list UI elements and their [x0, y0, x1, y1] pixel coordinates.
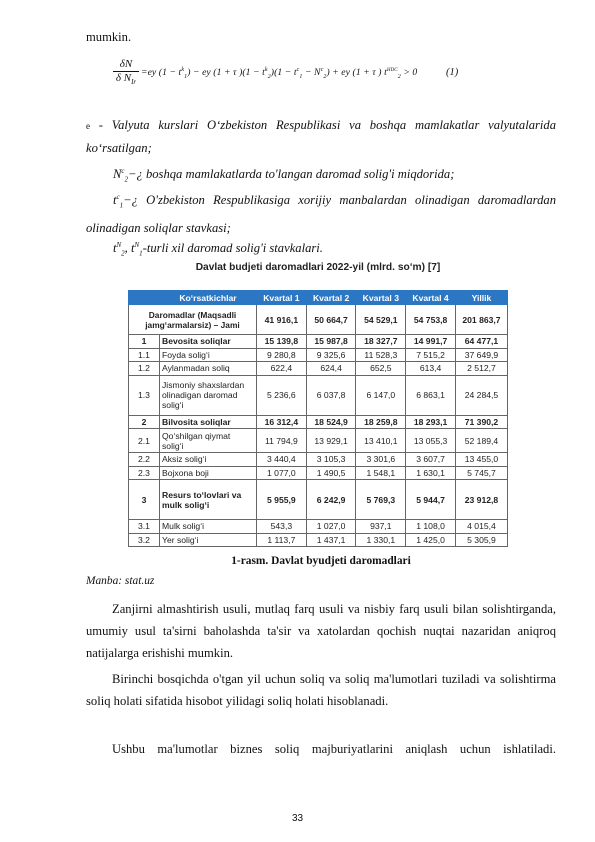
row-number: 1.1 — [129, 348, 160, 362]
total-q4: 54 753,8 — [406, 305, 456, 335]
row-value: 15 139,8 — [257, 335, 307, 349]
row-number: 2.3 — [129, 466, 160, 480]
row-number: 1.3 — [129, 375, 160, 415]
row-value: 13 455,0 — [455, 453, 507, 467]
row-value: 1 027,0 — [306, 520, 356, 534]
source-note: Manba: stat.uz — [86, 575, 155, 587]
row-value: 3 607,7 — [406, 453, 456, 467]
row-number: 2.1 — [129, 429, 160, 453]
header-indicator: Ko‘rsatkichlar — [160, 291, 257, 305]
table-header-row — [129, 291, 508, 305]
row-value: 1 630,1 — [406, 466, 456, 480]
row-value: 4 015,4 — [455, 520, 507, 534]
table-row — [129, 348, 508, 362]
definition-tn: $t^N_2$, $t^N_1$-turli xil daromad solig'i stavkalari. — [113, 241, 323, 258]
row-value: 2 512,7 — [455, 362, 507, 376]
row-value: 937,1 — [356, 520, 406, 534]
total-q3: 54 529,1 — [356, 305, 406, 335]
row-value: 5 944,7 — [406, 480, 456, 520]
row-label: Resurs to‘lovlari va mulk solig‘i — [160, 480, 257, 520]
total-q1: 41 916,1 — [257, 305, 307, 335]
header-num — [129, 291, 160, 305]
formula-fraction — [113, 58, 139, 86]
table-row — [129, 335, 508, 349]
header-q4: Kvartal 4 — [406, 291, 456, 305]
row-value: 6 242,9 — [306, 480, 356, 520]
budget-table — [128, 290, 508, 547]
table-row — [129, 533, 508, 547]
row-value: 5 955,9 — [257, 480, 307, 520]
row-label: Bojxona boji — [160, 466, 257, 480]
header-q2: Kvartal 2 — [306, 291, 356, 305]
table-row — [129, 362, 508, 376]
row-value: 23 912,8 — [455, 480, 507, 520]
page-number: 33 — [291, 813, 304, 824]
row-value: 1 548,1 — [356, 466, 406, 480]
row-label: Jismoniy shaxslardan olinadigan daromad solig‘i — [160, 375, 257, 415]
row-value: 71 390,2 — [455, 415, 507, 429]
row-label: Bilvosita soliqlar — [160, 415, 257, 429]
row-value: 11 528,3 — [356, 348, 406, 362]
formula — [113, 58, 473, 110]
row-value: 11 794,9 — [257, 429, 307, 453]
row-value: 1 108,0 — [406, 520, 456, 534]
definition-e: e - Valyuta kurslari O‘zbekiston Respublikasi va boshqa mamlakatlar valyutalarida ko‘rsatilgan; — [86, 118, 556, 155]
row-value: 3 105,3 — [306, 453, 356, 467]
row-number: 3.2 — [129, 533, 160, 547]
table-row — [129, 466, 508, 480]
row-value: 543,3 — [257, 520, 307, 534]
row-number: 2 — [129, 415, 160, 429]
row-value: 5 745,7 — [455, 466, 507, 480]
row-value: 652,5 — [356, 362, 406, 376]
total-q2: 50 664,7 — [306, 305, 356, 335]
row-number: 3 — [129, 480, 160, 520]
table-row — [129, 375, 508, 415]
definition-t: $t^c_1-¿$ O'zbekiston Respublikasiga xorijiy manbalardan olinadigan daromadlardan olinadigan soliqlar stavkasi; — [86, 193, 556, 235]
row-label: Foyda solig‘i — [160, 348, 257, 362]
row-value: 1 490,5 — [306, 466, 356, 480]
row-value: 7 515,2 — [406, 348, 456, 362]
total-label: Daromadlar (Maqsadli jamg‘armalarsiz) – Jami — [129, 305, 257, 335]
row-label: Mulk solig‘i — [160, 520, 257, 534]
paragraph-1: Zanjirni almashtirish usuli, mutlaq farq usuli va nisbiy farq usuli bilan solishtirganda, umumiy usul ta'sirni baholashda ta'sir va xatolardan qochish nuqtai nazaridan aniqroq natijalarga erishishi mumkin. — [86, 602, 556, 660]
row-value: 1 330,1 — [356, 533, 406, 547]
row-value: 9 280,8 — [257, 348, 307, 362]
row-label: Bevosita soliqlar — [160, 335, 257, 349]
row-value: 13 055,3 — [406, 429, 456, 453]
definition-n: $N^c_2-¿$ boshqa mamlakatlarda to'langan daromad solig'i miqdorida; — [113, 167, 455, 184]
row-number: 2.2 — [129, 453, 160, 467]
row-value: 5 769,3 — [356, 480, 406, 520]
row-value: 613,4 — [406, 362, 456, 376]
row-value: 6 147,0 — [356, 375, 406, 415]
table-row-total — [129, 305, 508, 335]
row-value: 3 440,4 — [257, 453, 307, 467]
table-row — [129, 520, 508, 534]
row-label: Aylanmadan soliq — [160, 362, 257, 376]
row-value: 52 189,4 — [455, 429, 507, 453]
row-value: 1 113,7 — [257, 533, 307, 547]
paragraph-3: Ushbu ma'lumotlar biznes soliq majburiyatlarini aniqlash uchun ishlatiladi. — [112, 742, 556, 756]
formula-numerator: δN — [113, 58, 139, 72]
row-value: 18 259,8 — [356, 415, 406, 429]
header-q1: Kvartal 1 — [257, 291, 307, 305]
row-value: 1 077,0 — [257, 466, 307, 480]
row-value: 13 929,1 — [306, 429, 356, 453]
row-label: Yer solig‘i — [160, 533, 257, 547]
row-value: 24 284,5 — [455, 375, 507, 415]
row-value: 64 477,1 — [455, 335, 507, 349]
total-yearly: 201 863,7 — [455, 305, 507, 335]
row-value: 13 410,1 — [356, 429, 406, 453]
table-row — [129, 453, 508, 467]
row-value: 6 037,8 — [306, 375, 356, 415]
table-row — [129, 429, 508, 453]
row-value: 37 649,9 — [455, 348, 507, 362]
row-value: 9 325,6 — [306, 348, 356, 362]
row-value: 14 991,7 — [406, 335, 456, 349]
row-number: 1.2 — [129, 362, 160, 376]
row-value: 3 301,6 — [356, 453, 406, 467]
row-value: 1 437,1 — [306, 533, 356, 547]
row-value: 622,4 — [257, 362, 307, 376]
row-label: Aksiz solig‘i — [160, 453, 257, 467]
paragraph-2: Birinchi bosqichda o'tgan yil uchun soliq va soliq ma'lumotlari tuziladi va solishtirma soliq holati sifatida hisobot yilidagi soliq holati hisoblanadi. — [86, 672, 556, 708]
row-value: 5 305,9 — [455, 533, 507, 547]
formula-body: =ey $(1 - t^k_1)$ − ey (1 + τ )$(1 - t^k_2)(1 - t^c_1 - N^c_2)$ + ey (1 + τ ) $t^{HDC}_2 > 0$ — [141, 67, 418, 81]
table-title: Davlat budjeti daromadlari 2022-yil (mlrd. so‘m) [7] — [195, 262, 441, 273]
formula-denominator: δ $N_{Ir}$ — [115, 72, 137, 87]
row-value: 624,4 — [306, 362, 356, 376]
row-value: 18 327,7 — [356, 335, 406, 349]
row-value: 5 236,6 — [257, 375, 307, 415]
row-value: 15 987,8 — [306, 335, 356, 349]
row-value: 18 293,1 — [406, 415, 456, 429]
header-yearly: Yillik — [455, 291, 507, 305]
table-row — [129, 415, 508, 429]
figure-caption: 1-rasm. Davlat byudjeti daromadlari — [231, 555, 411, 567]
row-number: 1 — [129, 335, 160, 349]
table-row — [129, 480, 508, 520]
row-value: 16 312,4 — [257, 415, 307, 429]
row-value: 1 425,0 — [406, 533, 456, 547]
formula-number: (1) — [446, 67, 459, 78]
intro-text: mumkin. — [86, 30, 132, 44]
header-q3: Kvartal 3 — [356, 291, 406, 305]
row-label: Qo‘shilgan qiymat solig‘i — [160, 429, 257, 453]
row-value: 6 863,1 — [406, 375, 456, 415]
row-value: 18 524,9 — [306, 415, 356, 429]
row-number: 3.1 — [129, 520, 160, 534]
